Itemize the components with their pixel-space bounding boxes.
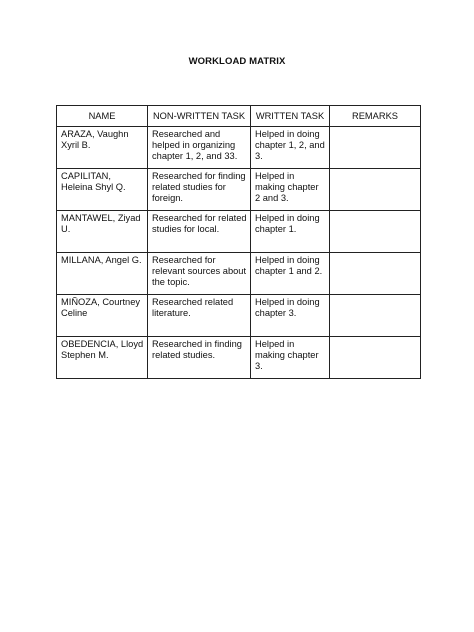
cell-written-task: Helped in making chapter 2 and 3. bbox=[251, 169, 330, 211]
cell-non-written-task: Researched related literature. bbox=[148, 295, 251, 337]
cell-non-written-task: Researched in finding related studies. bbox=[148, 337, 251, 379]
cell-written-task: Helped in doing chapter 1, 2, and 3. bbox=[251, 127, 330, 169]
table-row bbox=[57, 337, 421, 379]
cell-name: ARAZA, Vaughn Xyril B. bbox=[57, 127, 148, 169]
table-row bbox=[57, 295, 421, 337]
cell-name: CAPILITAN, Heleina Shyl Q. bbox=[57, 169, 148, 211]
cell-written-task: Helped in making chapter 3. bbox=[251, 337, 330, 379]
header-non-written-task: NON-WRITTEN TASK bbox=[148, 106, 251, 127]
table-row bbox=[57, 169, 421, 211]
header-name: NAME bbox=[57, 106, 148, 127]
cell-remarks bbox=[330, 211, 421, 253]
table-header-row bbox=[57, 106, 421, 127]
workload-table bbox=[56, 105, 421, 379]
cell-non-written-task: Researched for finding related studies for foreign. bbox=[148, 169, 251, 211]
cell-written-task: Helped in doing chapter 1 and 2. bbox=[251, 253, 330, 295]
cell-non-written-task: Researched for related studies for local. bbox=[148, 211, 251, 253]
cell-remarks bbox=[330, 337, 421, 379]
header-written-task: WRITTEN TASK bbox=[251, 106, 330, 127]
cell-name: MILLANA, Angel G. bbox=[57, 253, 148, 295]
cell-written-task: Helped in doing chapter 3. bbox=[251, 295, 330, 337]
cell-remarks bbox=[330, 169, 421, 211]
cell-remarks bbox=[330, 253, 421, 295]
cell-written-task: Helped in doing chapter 1. bbox=[251, 211, 330, 253]
table-row bbox=[57, 127, 421, 169]
table-row bbox=[57, 253, 421, 295]
page-title: WORKLOAD MATRIX bbox=[188, 56, 286, 67]
cell-remarks bbox=[330, 127, 421, 169]
cell-non-written-task: Researched for relevant sources about the topic. bbox=[148, 253, 251, 295]
cell-name: MIÑOZA, Courtney Celine bbox=[57, 295, 148, 337]
cell-remarks bbox=[330, 295, 421, 337]
cell-non-written-task: Researched and helped in organizing chapter 1, 2, and 33. bbox=[148, 127, 251, 169]
cell-name: MANTAWEL, Ziyad U. bbox=[57, 211, 148, 253]
table-row bbox=[57, 211, 421, 253]
header-remarks: REMARKS bbox=[330, 106, 421, 127]
cell-name: OBEDENCIA, Lloyd Stephen M. bbox=[57, 337, 148, 379]
